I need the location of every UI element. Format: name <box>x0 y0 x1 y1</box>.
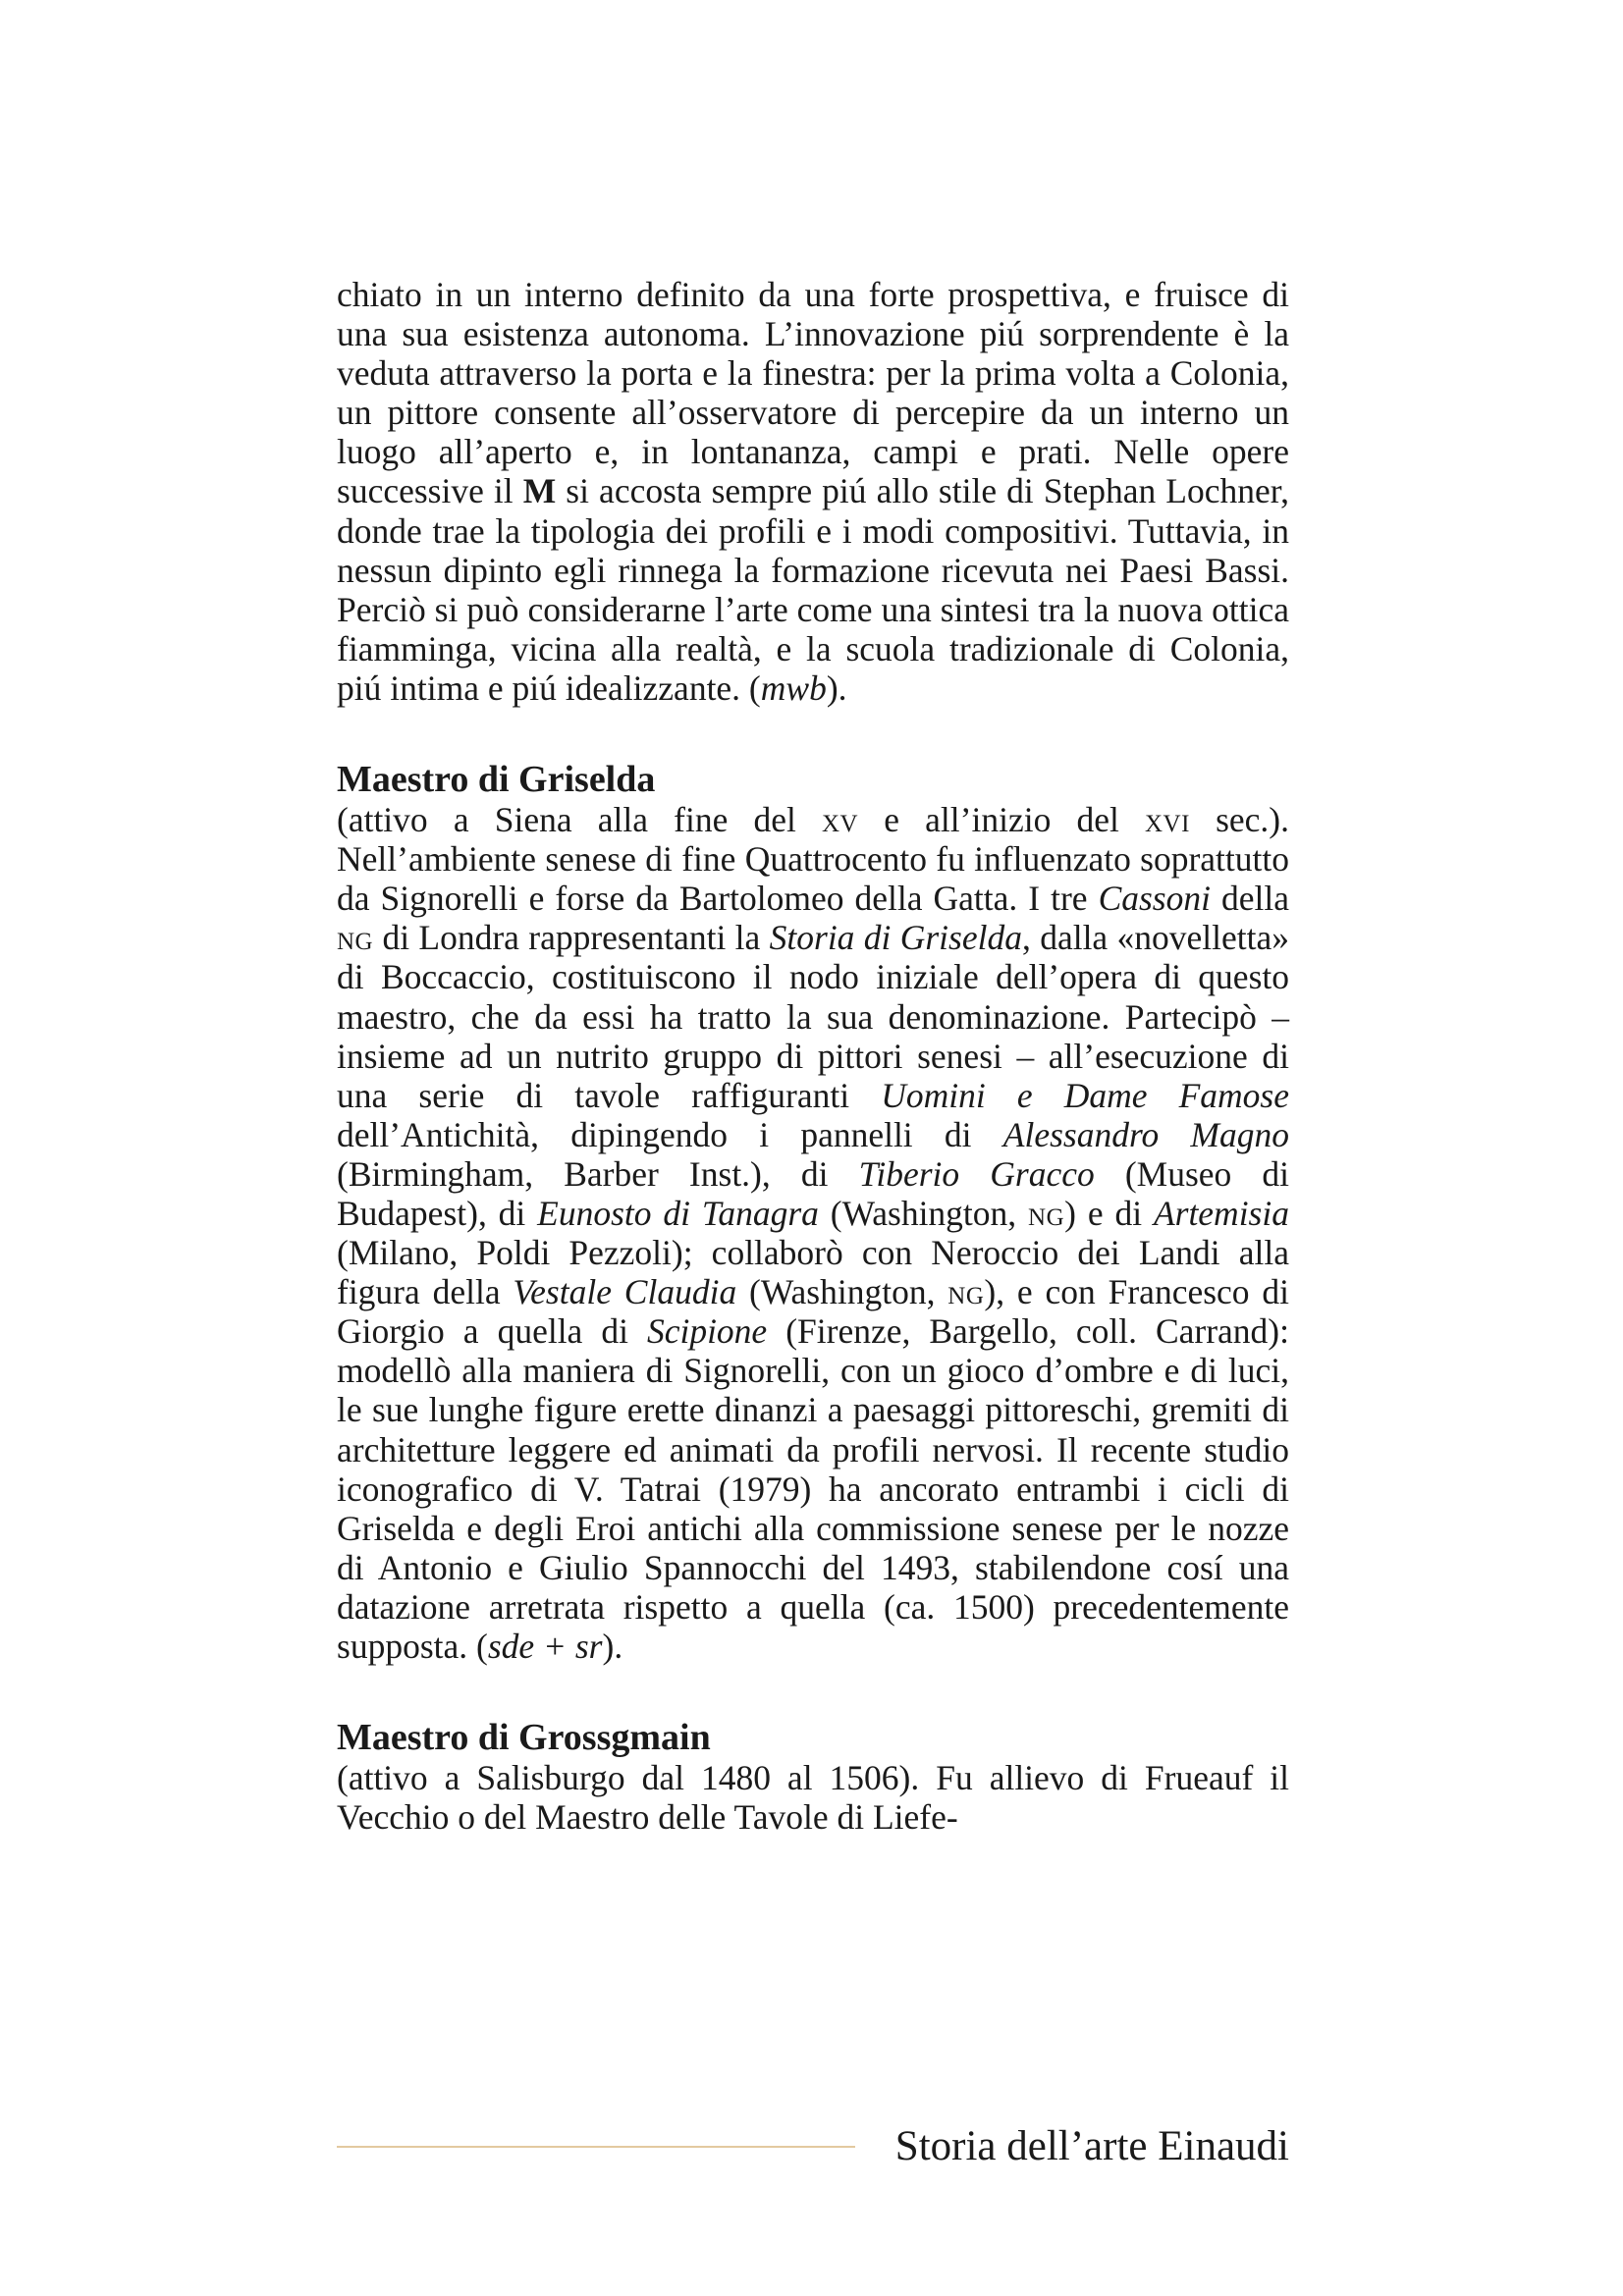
artwork-title: Cassoni <box>1098 879 1211 919</box>
text-column <box>337 275 1289 1837</box>
artwork-title: Alessandro Magno <box>1002 1114 1290 1154</box>
entry-maestro-di-grossgmain <box>337 1717 1289 1837</box>
artwork-title: Scipione <box>646 1311 768 1352</box>
century-numeral: xv <box>822 800 859 840</box>
footer-rule <box>337 2146 855 2148</box>
artwork-title: Storia di Griselda <box>769 918 1022 958</box>
century-numeral: xvi <box>1145 800 1190 840</box>
entry-body: (attivo a Salisburgo dal 1480 al 1506). Fu allievo di Frueauf il Vecchio o del Maestro delle Tavole di Liefe- <box>337 1758 1289 1838</box>
abbreviation-master: M <box>522 471 557 511</box>
abbreviation-ng: ng <box>337 918 374 958</box>
abbreviation-ng: ng <box>1028 1193 1065 1233</box>
entry-body: (attivo a Siena alla fine del xv e all’inizio del xvi sec.). Nell’ambiente senese di fine Quattrocento fu influenzato soprattutto da Signorelli e forse da Bartolomeo della Gatta. I tre Cassoni della ng di Londra rappresentanti la Storia di Griselda, dalla «novelletta» di Boccaccio, costituiscono il nodo iniziale dell’opera di questo maestro, che da essi ha tratto la sua denominazione. Partecipò – insieme ad un nutrito gruppo di pittori senesi – all’esecuzione di una serie di tavole raffiguranti Uomini e Dame Famose dell’Antichità, dipingendo i pannelli di Alessandro Magno (Birmingham, Barber Inst.), di Tiberio Gracco (Museo di Budapest), di Eunosto di Tanagra (Washington, ng) e di Artemisia (Milano, Poldi Pezzoli); collaborò con Neroccio dei Landi alla figura della Vestale Claudia (Washington, ng), e con Francesco di Giorgio a quella di Scipione (Firenze, Bargello, coll. Carrand): modellò alla maniera di Signorelli, con un gioco d’ombre e di luci, le sue lunghe figure erette dinanzi a paesaggi pittoreschi, gremiti di architetture leggere ed animati da profili nervosi. Il recente studio iconografico di V. Tatrai (1979) ha ancorato entrambi i cicli di Griselda e degli Eroi antichi alla commissione senese per le nozze di Antonio e Giulio Spannocchi del 1493, stabilendone cosí una datazione arretrata rispetto a quella (ca. 1500) precedentemente supposta. (sde + sr). <box>337 800 1290 1666</box>
publication-title: Storia dell’arte Einaudi <box>894 2123 1289 2169</box>
entry-title: Maestro di Grossgmain <box>337 1717 711 1759</box>
artwork-title: Tiberio Gracco <box>858 1153 1095 1194</box>
entry-maestro-di-griselda <box>337 759 1289 1666</box>
entry-continuation-paragraph <box>337 275 1289 708</box>
artwork-title: Vestale Claudia <box>513 1272 737 1312</box>
author-initials: mwb <box>760 667 827 708</box>
page-footer <box>337 2117 1289 2176</box>
paragraph-text: chiato in un interno definito da una forte prospettiva, e fruisce di una sua esistenza autonoma. L’innovazione piú sorprendente è la veduta attraverso la porta e la finestra: per la prima volta a Colonia, un pittore consente all’osservatore di percepire da un interno un luogo all’aperto e, in lontananza, campi e prati. Nelle opere successive il <box>337 275 1289 511</box>
artwork-title: Eunosto di Tanagra <box>537 1193 819 1233</box>
author-initials: sde + sr <box>487 1627 603 1666</box>
paragraph-text: ). <box>826 667 847 708</box>
abbreviation-ng: ng <box>947 1272 985 1312</box>
artwork-title: Artemisia <box>1153 1193 1289 1233</box>
paragraph-text: si accosta sempre piú allo stile di Stephan Lochner, donde trae la tipologia dei profili e i modi compositivi. Tuttavia, in nessun dipinto egli rinnega la formazione ricevuta nei Paesi Bassi. Perciò si può considerarne l’arte come una sintesi tra la nuova ottica fiamminga, vicina alla realtà, e la scuola tradizionale di Colonia, piú intima e piú idealizzante. ( <box>337 471 1290 708</box>
entry-title: Maestro di Griselda <box>337 759 656 801</box>
artwork-title: Uomini e Dame Famose <box>881 1075 1290 1115</box>
